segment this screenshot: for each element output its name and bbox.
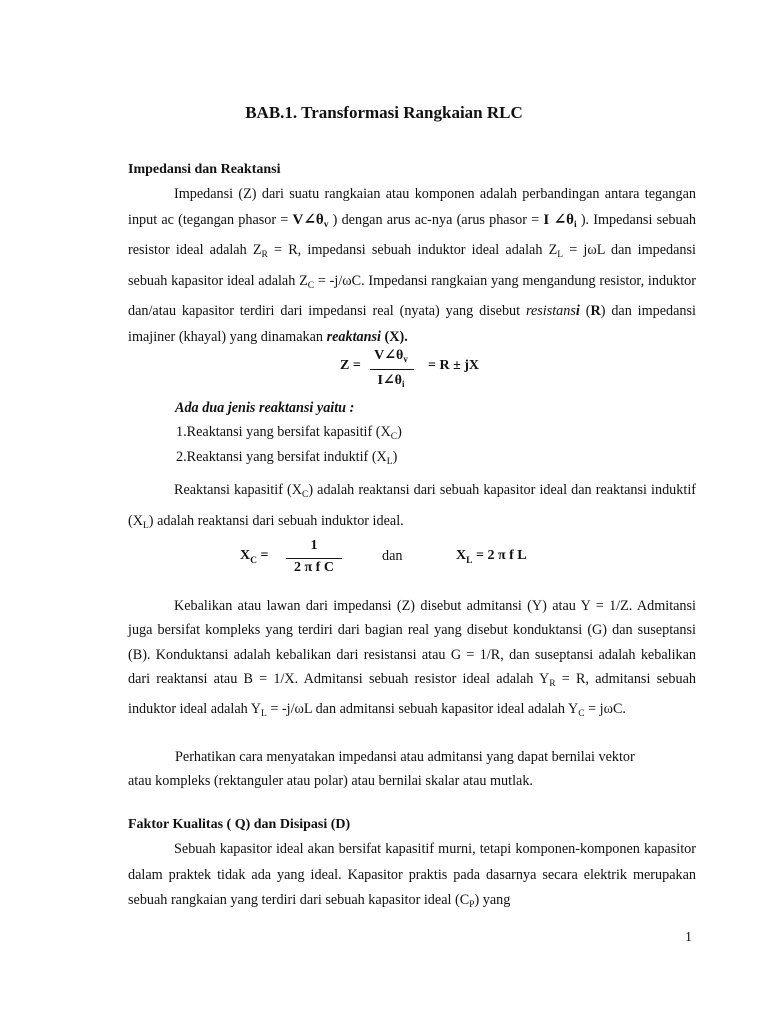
equation-xl: $X_L = 2$ π f L bbox=[456, 548, 527, 566]
paragraph-impedansi: Impedansi (Z) dari suatu rangkaian atau komponen adalah perbandingan antara tegangan input ac (tegangan phasor = $V\angle\theta_v$ ) dengan arus ac-nya (arus phasor = I $\angle\theta_i$ ). Impedansi sebuah resistor ideal adalah $Z_R = R$, impedansi sebuah induktor ideal adalah $Z_L = j\omega L$ dan impedansi sebuah kapasitor ideal adalah $Z_C = -j/\omega C$. Impedansi rangkaian yang mengandung resistor, induktor dan/atau kapasitor terdiri dari impedansi real (nyata) yang disebut resistansi (R) dan impedansi imajiner (khayal) yang dinamakan reaktansi (X). bbox=[128, 186, 696, 345]
equation-z-numerator: $V\angle\theta_v$ bbox=[374, 348, 408, 364]
paragraph-perhatikan-line2: atau kompleks (rektanguler atau polar) atau bernilai skalar atau mutlak. bbox=[128, 773, 533, 789]
equation-xc-denominator: 2 π f C bbox=[294, 560, 334, 575]
reactance-list-item-1: 1.Reaktansi yang bersifat kapasitif $(X_C)$ bbox=[176, 424, 402, 442]
equation-z-fraction-line bbox=[370, 369, 414, 370]
equation-xc-lhs: $X_C$ = bbox=[240, 548, 269, 566]
section-heading-impedansi: Impedansi dan Reaktansi bbox=[128, 162, 281, 177]
reactance-list-item-2: 2.Reaktansi yang bersifat induktif $(X_L)$ bbox=[176, 449, 398, 467]
equation-z-denominator: $I\angle\theta_i$ bbox=[377, 373, 405, 389]
equation-z-lhs: Z = bbox=[340, 358, 361, 373]
equation-z-rhs: = R ± jX bbox=[428, 358, 480, 373]
paragraph-perhatikan-line1: Perhatikan cara menyatakan impedansi atau admitansi yang dapat bernilai vektor bbox=[175, 749, 635, 765]
equation-xc-fraction-line bbox=[286, 558, 342, 559]
section-heading-faktor-kualitas: Faktor Kualitas ( Q) dan Disipasi (D) bbox=[128, 817, 351, 832]
paragraph-admitansi: Kebalikan atau lawan dari impedansi (Z) disebut admitansi (Y) atau Y = 1/Z. Admitansi juga bersifat kompleks yang terdiri dari bagian real yang disebut konduktansi (G) dan suseptansi (B). Konduktansi adalah kebalikan dari resistansi atau G = 1/R, dan suseptansi adalah kebalikan dari reaktansi atau B = 1/X. Admitansi sebuah resistor ideal adalah $Y_R = R$, admitansi sebuah induktor ideal adalah $Y_L = -j/\omega L$ dan admitansi sebuah kapasitor ideal adalah $Y_C = j\omega C$. bbox=[128, 598, 696, 719]
equation-dan: dan bbox=[382, 548, 403, 564]
chapter-title: BAB.1. Transformasi Rangkaian RLC bbox=[245, 103, 523, 122]
equation-xc-numerator: 1 bbox=[310, 538, 318, 553]
paragraph-kapasitor: Sebuah kapasitor ideal akan bersifat kapasitif murni, tetapi komponen-komponen kapasitor dalam praktek tidak ada yang ideal. Kapasitor praktis pada dasarnya secara elektrik merupakan sebuah rangkaian yang terdiri dari sebuah kapasitor ideal $(C_P)$ yang bbox=[128, 841, 696, 911]
page-number: 1 bbox=[685, 930, 692, 945]
reactance-list-title: Ada dua jenis reaktansi yaitu : bbox=[175, 400, 355, 416]
paragraph-reaktansi: Reaktansi kapasitif $(X_C)$ adalah reaktansi dari sebuah kapasitor ideal dan reaktansi induktif $(X_L)$ adalah reaktansi dari sebuah induktor ideal. bbox=[128, 482, 696, 531]
